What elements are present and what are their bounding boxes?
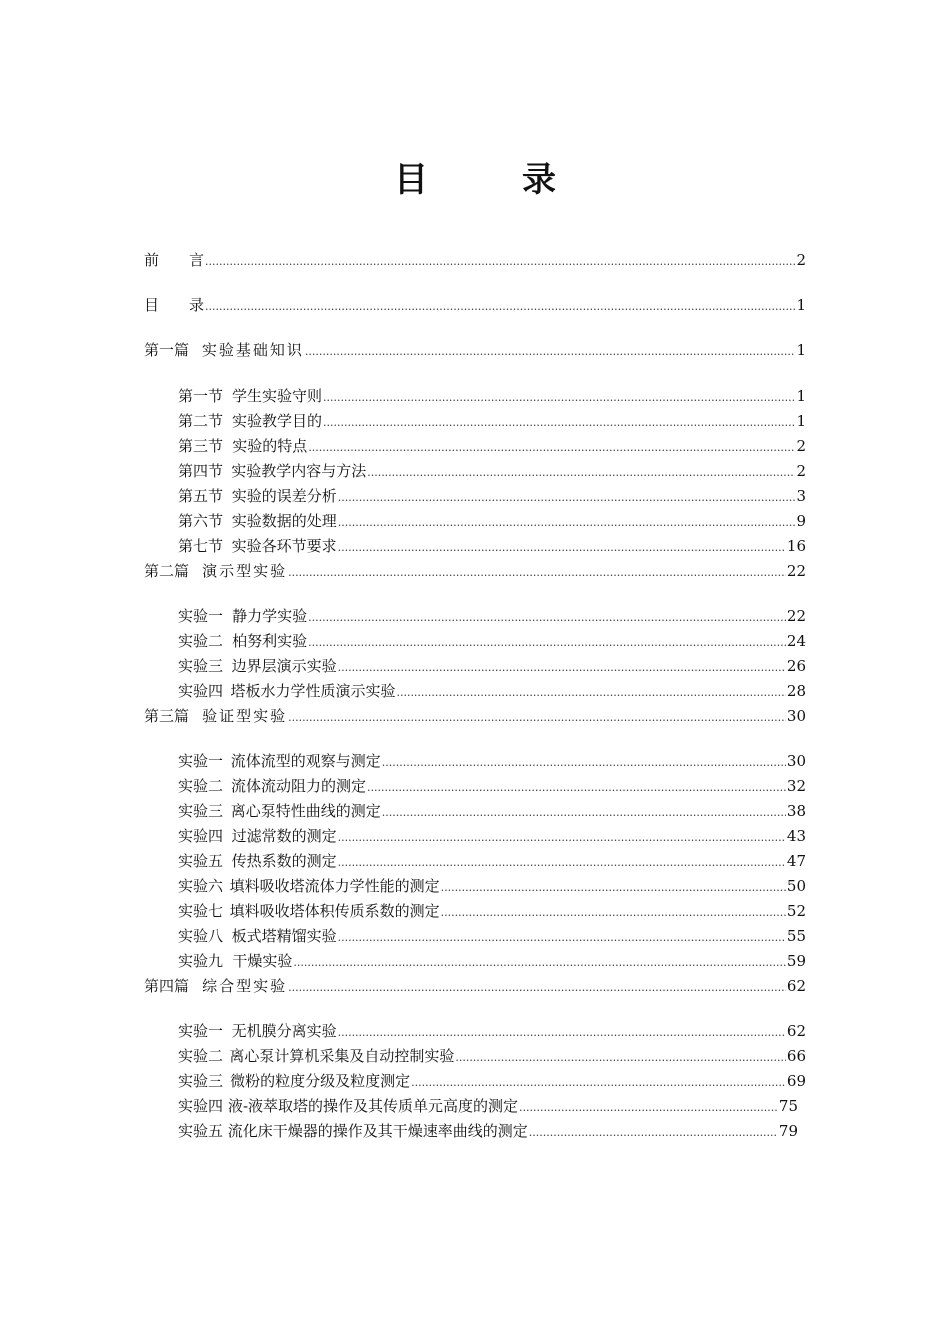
toc-entry-text: 干燥实验 [232,952,293,970]
toc-entry-text: 实验数据的处理 [231,512,337,530]
toc-entry-text: 无机膜分离实验 [231,1022,337,1040]
dot-leader [382,750,786,775]
toc-entry-page: 3 [796,487,806,505]
toc-entry-label: 实验一 [178,1022,224,1040]
dot-leader [338,850,786,875]
toc-entry-text: 过滤常数的测定 [231,827,337,845]
toc-entry-text: 填料吸收塔流体力学性能的测定 [229,877,440,895]
toc-entry-text: 实验的特点 [232,437,308,455]
toc-entry-text: 离心泵计算机采集及自动控制实验 [229,1047,455,1065]
toc-entry-label: 实验五 [178,1122,224,1140]
toc-entry[interactable] [178,799,806,824]
toc-entry-text: 实验教学内容与方法 [231,462,367,480]
toc-entry-page: 30 [786,752,806,770]
toc-entry-label: 实验四 [178,1097,224,1115]
toc-entry[interactable] [178,774,806,799]
toc-entry-page: 2 [796,251,806,269]
toc-entry[interactable] [178,484,806,509]
toc-entry-text: 综合型实验 [202,977,288,995]
toc-entry-text: 学生实验守则 [232,387,323,405]
toc-entry-part-1[interactable] [144,338,806,363]
dot-leader [338,535,786,560]
dot-leader [205,249,795,274]
toc-entry-part-4[interactable] [144,974,806,999]
toc-entry-text: 实验基础知识 [201,341,304,359]
toc-entry-label: 第二篇 [144,562,190,580]
toc-entry-text: 流体流型的观察与测定 [230,752,381,770]
toc-entry-page: 1 [796,412,806,430]
toc-entry-label: 前 言 [144,251,205,269]
toc-entry-label: 目 录 [144,296,205,314]
toc-entry[interactable] [178,509,806,534]
toc-entry-page: 38 [786,802,806,820]
toc-entry-page: 2 [796,437,806,455]
dot-leader [288,705,786,730]
toc-entry[interactable] [178,384,806,409]
dot-leader [338,655,786,680]
toc-entry[interactable] [178,654,806,679]
toc-entry-label: 实验六 [178,877,224,895]
toc-entry[interactable] [178,749,806,774]
toc-entry-text: 验证型实验 [202,707,288,725]
toc-entry[interactable] [178,629,806,654]
toc-entry-label: 实验二 [178,632,224,650]
toc-entry-page: 1 [796,387,806,405]
toc-entry-label: 第六节 [178,512,224,530]
toc-entry-page: 43 [786,827,806,845]
toc-entry-text: 板式塔精馏实验 [231,927,337,945]
toc-entry-page: 22 [786,562,806,580]
dot-leader [338,1020,786,1045]
toc-entry-part-2[interactable] [144,559,806,584]
toc-entry-label: 第一篇 [144,341,190,359]
dot-leader [441,900,786,925]
toc-entry-text: 流体流动阻力的测定 [231,777,367,795]
dot-leader [519,1095,778,1120]
toc-entry-preface[interactable] [144,248,806,273]
toc-entry-page: 9 [796,512,806,530]
toc-entry-page: 28 [786,682,806,700]
dot-leader [367,775,786,800]
toc-entry-page: 79 [778,1122,798,1140]
toc-entry[interactable] [178,1044,806,1069]
dot-leader [323,410,795,435]
toc-entry-page: 47 [786,852,806,870]
toc-entry[interactable] [178,1119,798,1144]
toc-entry-label: 实验九 [178,952,224,970]
toc-entry[interactable] [178,459,806,484]
toc-entry-part-3[interactable] [144,704,806,729]
dot-leader [305,339,796,364]
toc-entry-label: 实验三 [178,1072,224,1090]
toc-entry-page: 50 [786,877,806,895]
page-title: 目 录 [394,160,586,200]
toc-entry-label: 第五节 [178,487,224,505]
dot-leader [367,460,795,485]
dot-leader [288,975,786,1000]
toc-entry-page: 2 [796,462,806,480]
toc-entry-text: 传热系数的测定 [231,852,337,870]
dot-leader [288,560,786,585]
toc-entry-text: 静力学实验 [232,607,308,625]
toc-entry[interactable] [178,1019,806,1044]
dot-leader [308,435,795,460]
dot-leader [396,680,785,705]
toc-entry-text: 液-液萃取塔的操作及其传质单元高度的测定 [227,1097,519,1115]
toc-entry-label: 实验四 [178,827,224,845]
toc-entry-page: 69 [786,1072,806,1090]
toc-entry-text: 柏努利实验 [232,632,308,650]
dot-leader [293,950,785,975]
toc-entry[interactable] [178,1094,798,1119]
dot-leader [338,925,786,950]
toc-entry-page: 16 [786,537,806,555]
toc-entry-label: 第七节 [178,537,224,555]
toc-entry-page: 1 [796,296,806,314]
toc-entry-page: 66 [786,1047,806,1065]
toc-entry-page: 22 [786,607,806,625]
dot-leader [455,1045,786,1070]
toc-entry-page: 62 [786,1022,806,1040]
toc-entry-page: 52 [786,902,806,920]
toc-entry-label: 第四节 [178,462,224,480]
toc-entry-text: 实验的误差分析 [231,487,337,505]
toc-entry[interactable] [178,534,806,559]
toc-entry-page: 59 [786,952,806,970]
toc-entry[interactable] [178,1069,806,1094]
toc-entry[interactable] [178,409,806,434]
toc-entry[interactable] [178,679,806,704]
toc-entry[interactable] [178,849,806,874]
toc-entry-page: 75 [778,1097,798,1115]
toc-entry-text: 离心泵特性曲线的测定 [230,802,381,820]
dot-leader [338,825,786,850]
toc-entry-text: 演示型实验 [202,562,288,580]
dot-leader [411,1070,786,1095]
toc-entry-label: 第四篇 [144,977,190,995]
toc-entry-text: 微粉的粒度分级及粒度测定 [230,1072,411,1090]
toc-entry[interactable] [178,924,806,949]
dot-leader [529,1120,778,1145]
toc-entry-label: 实验一 [178,607,224,625]
toc-entry-contents[interactable] [144,293,806,318]
toc-entry[interactable] [178,874,806,899]
toc-entry-label: 实验三 [178,657,224,675]
toc-entry-label: 实验四 [178,682,224,700]
toc-entry-text: 塔板水力学性质演示实验 [230,682,396,700]
toc-entry[interactable] [178,949,806,974]
toc-entry[interactable] [178,899,806,924]
toc-entry-text: 实验各环节要求 [231,537,337,555]
toc-entry-text: 填料吸收塔体积传质系数的测定 [229,902,440,920]
toc-entry-label: 实验三 [178,802,224,820]
toc-entry-label: 第三篇 [144,707,190,725]
toc-entry-label: 实验二 [178,1047,224,1065]
toc-entry[interactable] [178,604,806,629]
toc-entry-page: 30 [786,707,806,725]
toc-entry-text: 流化床干燥器的操作及其干燥速率曲线的测定 [227,1122,528,1140]
toc-entry[interactable] [178,434,806,459]
toc-entry-page: 24 [786,632,806,650]
toc-entry-label: 实验二 [178,777,224,795]
toc-entry-page: 55 [786,927,806,945]
dot-leader [308,605,786,630]
toc-entry-label: 实验八 [178,927,224,945]
toc-entry-page: 26 [786,657,806,675]
toc-entry-text: 边界层演示实验 [231,657,337,675]
dot-leader [308,630,786,655]
toc-entry-label: 第一节 [178,387,224,405]
toc-entry-page: 62 [786,977,806,995]
dot-leader [441,875,786,900]
toc-entry-label: 第二节 [178,412,224,430]
toc-entry-label: 实验五 [178,852,224,870]
dot-leader [382,800,786,825]
toc-entry-label: 实验七 [178,902,224,920]
dot-leader [338,510,796,535]
toc-entry-label: 实验一 [178,752,224,770]
toc-entry-page: 1 [796,341,806,359]
dot-leader [338,485,796,510]
toc-entry-text: 实验教学目的 [232,412,323,430]
dot-leader [205,294,795,319]
dot-leader [323,385,795,410]
toc-entry-page: 32 [786,777,806,795]
toc-entry-label: 第三节 [178,437,224,455]
toc-entry[interactable] [178,824,806,849]
